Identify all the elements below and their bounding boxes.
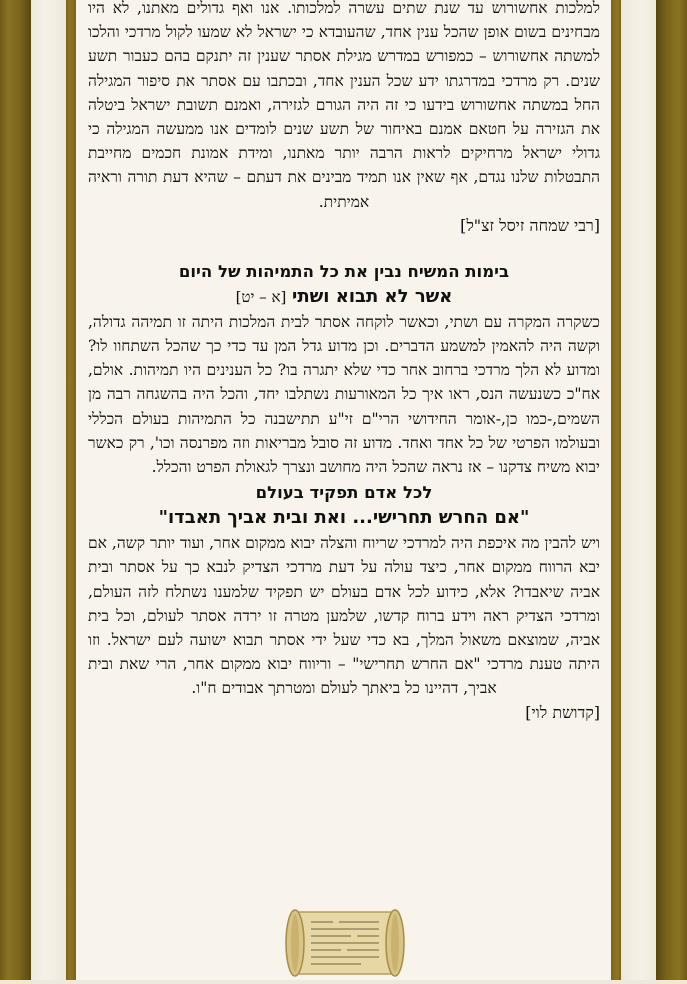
page-frame-right — [611, 0, 687, 980]
section3-subheading: "אם החרש תחרישי... ואת ובית אביך תאבדו" — [158, 507, 530, 529]
section3-heading: לכל אדם תפקיד בעולם — [255, 483, 433, 503]
section2-heading: בימות המשיח נבין את כל התמיהות של היום — [178, 261, 510, 281]
section3-paragraph: ויש להבין מה איכפת היה למרדכי שריוח והצלה יבוא ממקום אחר, ועוד יותר קשה, אם יבא הרווח ממקום אחר, כיצד עולה על דעת מרדכי הצדיק לנבא כך על אסתר ובית אביה שיאבדו? אלא, כידוע לכל אדם בעולם יש תפקיד שלמענו נשתלח לזה העולם, ומרדכי הצדיק ראה וידע ברוח קדשו, שלמען מטרה זו ירדה אסתר לעולם, וכל בית אביה, שמוצאם משאול המלך, בא כדי שעל ידי אסתר תבוא ישועה לעם ישראל. וזו היתה טענת מרדכי "אם החרש תחרישי" – וריווח יבוא ממקום אחר, הרי שאת ובית אביך, דהיינו כל ביאתך לעולם ומטרתך אבודים ח"ו. — [88, 534, 600, 698]
section3-source: [קדושת לוי] — [525, 702, 600, 722]
section2-subheading-line — [88, 284, 600, 310]
section2-paragraph: כשקרה המקרה עם ושתי, וכאשר לוקחה אסתר לבית המלכות היתה זו תמיהה גדולה, וקשה היה להאמין למשמע הדברים. וכן מדוע גדל המן עד כדי כך שהכל השתחוו לו? ומדוע לא הלך מרדכי ברחוב אחר כדי שלא יתגרה בו? כל הענינים היו תמיהות. אולם, אח"כ כשנעשה הנס, ראו איך כל המאורעות נשתלבו יחד, והכל היה בהשגחה רבה מן השמים,-כמו כן,-אומר החידושי הרי"ם זי"ע תתישבנה כל התמיהות בעולם הכללי ובעולמו הפרטי של כל אחד ואחד. מדוע זה סובל מבריאות וזה מפרנסה וכו', רק כאשר יבוא משיח צדקנו – אז נראה שהכל היה מחושב ונצרך לגאולת הפרט והכלל. — [88, 312, 600, 477]
section1-paragraph: למלכות אחשורוש עד שנת שתים עשרה למלכותו. אנו ואף גדולים מאתנו, לא היו מבחינים בשום אופן שהכל ענין אחד, שהעובדא כי ישראל לא שמעו לקול מרדכי והלכו למשתה אחשורוש – כמפורש במדרש מגילת אסתר שענין זה יתנקם בהם כעבור תשע שנים. רק מרדכי במדרגתו ידע שכל הענין אחד, ובכתבו עם אסתר את סיפור המגילה החל במשתה אחשורוש בידעו כי זה היה הגורם לגזירה, ואמנם תשובת ישראל ביטלה את הגזירה על חטאם אמנם באיחור של תשע שנים לומדים אנו ממעשה המגילה כי גדולי ישראל מרחיקים לראות הרבה יותר מאתנו, ומידת אמונת חכמים מחייבת התבטלות שלנו נגדם, אף שאין אנו תמיד מבינים את דעתם – שהיא דעת תורה וראיה אמיתית. — [88, 0, 600, 211]
section3-subheading-line — [88, 505, 600, 531]
section1-source: [רבי שמחה זיסל זצ"ל] — [460, 215, 600, 235]
article-content — [88, 0, 600, 725]
section2-subheading: אשר לא תבוא ושתי — [292, 285, 453, 307]
section2-reference: [א – יט] — [235, 287, 287, 306]
scroll-icon — [281, 906, 409, 980]
